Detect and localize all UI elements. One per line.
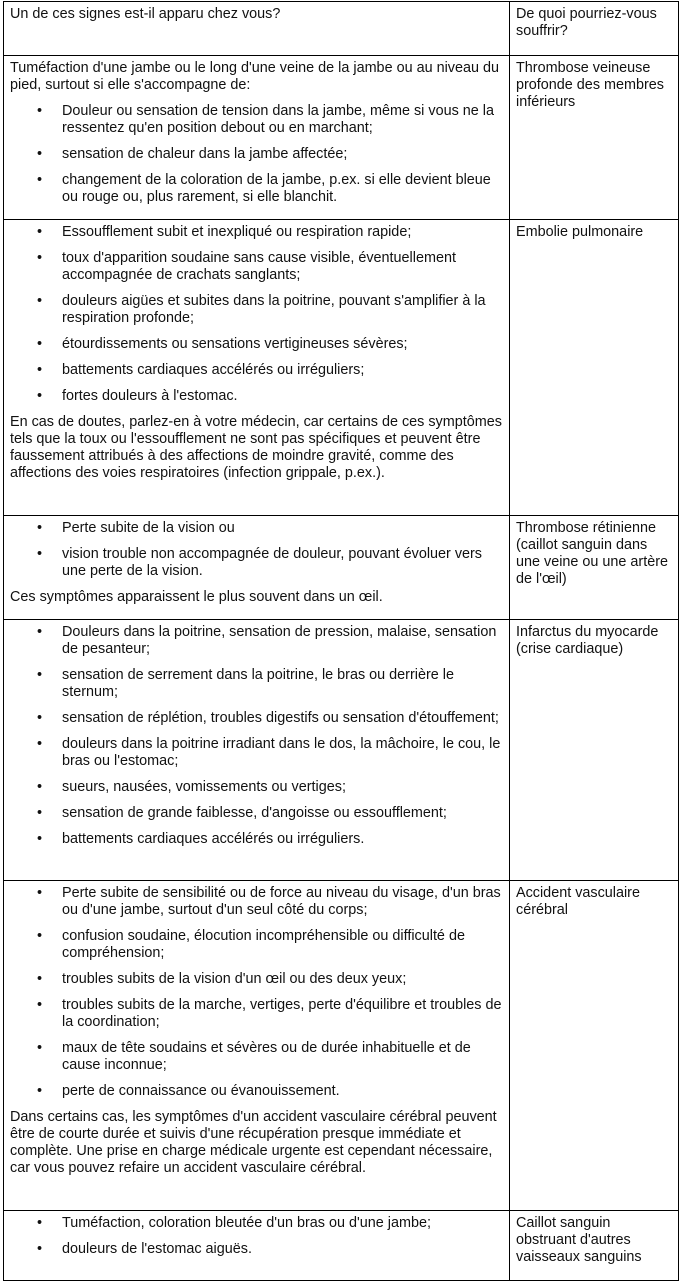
symptom-item: • sensation de réplétion, troubles digestifs ou sensation d'étouffement; — [10, 710, 505, 727]
symptom-item: • perte de connaissance ou évanouissement. — [10, 1083, 505, 1100]
symptom-item: • étourdissements ou sensations vertigineuses sévères; — [10, 336, 505, 353]
symptom-item: • sensation de chaleur dans la jambe affectée; — [10, 146, 505, 163]
symptoms-list — [10, 885, 505, 1100]
condition-label: Caillot sanguin obstruant d'autres vaisseaux sanguins — [516, 1214, 642, 1265]
header-symptoms-label: Un de ces signes est-il apparu chez vous? — [10, 6, 281, 22]
symptoms-note: Dans certains cas, les symptômes d'un accident vasculaire cérébral peuvent être de courte durée et suivis d'une récupération presque immédiate et complète. Une prise en charge médicale urgente est cependant nécessaire, car vous pouvez refaire un accident vasculaire cérébral. — [10, 1108, 497, 1176]
symptom-item: • sueurs, nausées, vomissements ou vertiges; — [10, 779, 505, 796]
condition-cell — [510, 516, 679, 620]
symptom-item: • troubles subits de la marche, vertiges, perte d'équilibre et troubles de la coordination; — [10, 997, 505, 1031]
symptoms-list — [10, 1215, 505, 1258]
symptom-item: • Essoufflement subit et inexpliqué ou respiration rapide; — [10, 224, 505, 241]
symptom-item: • Douleur ou sensation de tension dans la jambe, même si vous ne la ressentez qu'en position debout ou en marchant; — [10, 103, 505, 137]
symptoms-note: En cas de doutes, parlez-en à votre médecin, car certains de ces symptômes tels que la toux ou l'essoufflement ne sont pas spécifiques et peuvent être faussement attribués à des affections de moindre gravité, comme des affections des voies respiratoires (infection grippale, p.ex.). — [10, 414, 502, 482]
header-row — [4, 2, 679, 56]
header-condition-label: De quoi pourriez-vous souffrir? — [516, 6, 657, 39]
condition-cell — [510, 1210, 679, 1280]
condition-label: Infarctus du myocarde (crise cardiaque) — [516, 624, 659, 658]
symptom-item: • Perte subite de la vision ou — [10, 520, 505, 537]
condition-cell — [510, 220, 679, 516]
table-row — [4, 516, 679, 620]
symptoms-list — [10, 520, 505, 580]
table-body — [4, 2, 679, 1281]
symptom-item: • toux d'apparition soudaine sans cause visible, éventuellement accompagnée de crachats sanglants; — [10, 250, 505, 284]
symptom-item: • troubles subits de la vision d'un œil ou des deux yeux; — [10, 971, 505, 988]
header-symptoms-cell — [4, 2, 510, 56]
symptoms-list — [10, 224, 505, 405]
symptom-item: • sensation de serrement dans la poitrine, le bras ou derrière le sternum; — [10, 667, 505, 701]
symptoms-cell — [4, 516, 510, 620]
symptoms-cell — [4, 880, 510, 1210]
symptom-item: • Perte subite de sensibilité ou de force au niveau du visage, d'un bras ou d'une jambe, surtout d'un seul côté du corps; — [10, 885, 505, 919]
condition-cell — [510, 880, 679, 1210]
symptom-item: • vision trouble non accompagnée de douleur, pouvant évoluer vers une perte de la vision. — [10, 546, 505, 580]
symptoms-cell — [4, 220, 510, 516]
table-row — [4, 620, 679, 880]
header-condition-cell — [510, 2, 679, 56]
condition-cell — [510, 56, 679, 220]
symptom-item: • battements cardiaques accélérés ou irréguliers. — [10, 831, 505, 848]
symptom-item: • Douleurs dans la poitrine, sensation de pression, malaise, sensation de pesanteur; — [10, 624, 505, 658]
symptom-item: • douleurs de l'estomac aiguës. — [10, 1241, 505, 1258]
symptoms-table — [3, 1, 679, 1281]
table-row — [4, 1210, 679, 1280]
condition-label: Embolie pulmonaire — [516, 224, 644, 241]
symptoms-list — [10, 624, 505, 848]
condition-cell — [510, 620, 679, 880]
symptom-item: • confusion soudaine, élocution incompréhensible ou difficulté de compréhension; — [10, 928, 505, 962]
condition-label: Thrombose veineuse profonde des membres inférieurs — [516, 60, 664, 111]
symptoms-cell — [4, 56, 510, 220]
table-row — [4, 220, 679, 516]
condition-label: Thrombose rétinienne (caillot sanguin dans une veine ou une artère de l'œil) — [516, 520, 669, 588]
symptoms-list — [10, 103, 505, 206]
symptoms-cell — [4, 620, 510, 880]
symptoms-note: Ces symptômes apparaissent le plus souvent dans un œil. — [10, 589, 383, 606]
condition-label: Accident vasculaire cérébral — [516, 884, 640, 918]
symptom-item: • sensation de grande faiblesse, d'angoisse ou essoufflement; — [10, 805, 505, 822]
symptoms-cell — [4, 1210, 510, 1280]
symptom-item: • douleurs dans la poitrine irradiant dans le dos, la mâchoire, le cou, le bras ou l'estomac; — [10, 736, 505, 770]
symptom-item: • maux de tête soudains et sévères ou de durée inhabituelle et de cause inconnue; — [10, 1040, 505, 1074]
table-row — [4, 880, 679, 1210]
symptom-item: • battements cardiaques accélérés ou irréguliers; — [10, 362, 505, 379]
symptom-item: • Tuméfaction, coloration bleutée d'un bras ou d'une jambe; — [10, 1215, 505, 1232]
symptom-item: • fortes douleurs à l'estomac. — [10, 388, 505, 405]
symptom-item: • changement de la coloration de la jambe, p.ex. si elle devient bleue ou rouge ou, plus rarement, si elle blanchit. — [10, 172, 505, 206]
symptoms-intro: Tuméfaction d'une jambe ou le long d'une veine de la jambe ou au niveau du pied, surtout si elle s'accompagne de: — [10, 60, 499, 94]
table-row — [4, 56, 679, 220]
symptom-item: • douleurs aigües et subites dans la poitrine, pouvant s'amplifier à la respiration profonde; — [10, 293, 505, 327]
